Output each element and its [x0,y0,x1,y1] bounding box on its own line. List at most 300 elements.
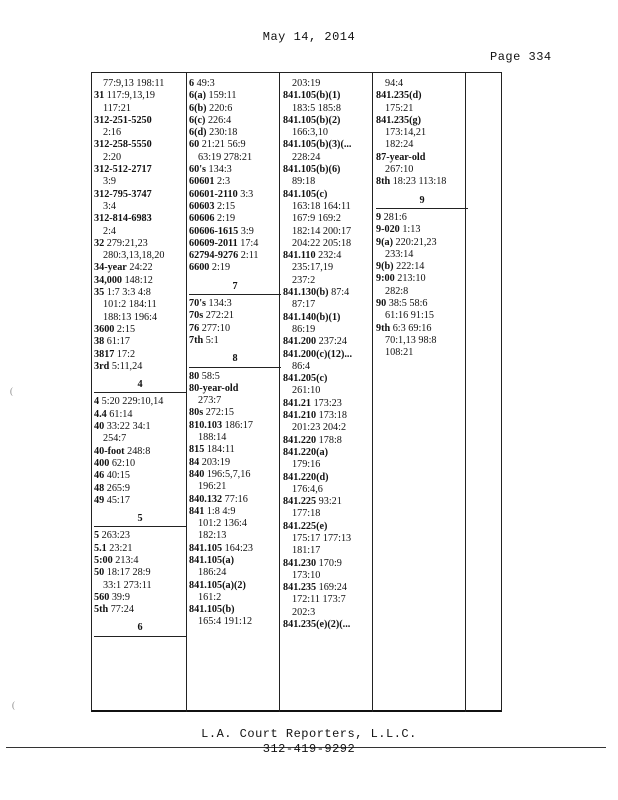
page-line-refs-continued: 161:2 [198,591,222,603]
page-line-refs: 184:11 [206,444,235,456]
index-entry [189,457,281,469]
index-entry [283,312,375,324]
index-entry [94,189,186,201]
index-entry [283,496,375,508]
page-line-refs: 232:4 [318,250,342,262]
index-entry [189,262,281,274]
index-term: 810.103 [189,419,223,431]
index-term: 38 [94,336,105,348]
index-entry [189,298,281,310]
index-entry [189,189,281,201]
index-entry [283,349,375,361]
index-entry [283,521,375,533]
index-entry [283,619,375,631]
index-entry [283,336,375,348]
index-entry [94,213,186,225]
page-line-refs-continued: 163:18 164:11 [292,200,351,212]
page-line-refs: 40:15 [106,470,130,482]
page-line-refs: 2:15 [217,200,236,212]
index-term: 841.235(d) [376,90,422,102]
index-entry [94,567,186,579]
index-term: 80s [189,407,204,419]
index-entry [189,371,281,383]
index-term: 815 [189,444,205,456]
index-term: 60606-1615 [189,225,239,237]
index-term: 60601 [189,176,215,188]
page-line-refs: 173:18 [318,410,347,422]
index-entry [189,78,281,90]
section-heading: 9 [376,195,468,209]
index-term: 841.200(c)(12)... [283,348,353,360]
index-column-3 [283,78,375,631]
page-line-refs-continued: 61:16 91:15 [385,310,434,322]
index-term: 40-foot [94,445,125,457]
page-line-refs-continued: 89:18 [292,176,316,188]
page-line-refs: 2:15 [116,323,136,335]
page-line-refs-continued: 94:4 [385,78,404,89]
page-line-refs: 3:3 [240,188,254,200]
page-line-refs: 159:11 [208,90,237,102]
index-term: 84 [189,456,200,468]
index-term: 312-814-6983 [94,213,152,225]
index-term: 9 [376,211,382,223]
page-line-refs-continued: 203:19 [292,78,321,89]
page-line-refs: 173:23 [313,397,342,409]
index-term: 6(c) [189,114,206,126]
index-term: 62794-9276 [189,250,239,262]
index-entry [376,115,468,127]
page-line-refs: 17:2 [116,348,136,360]
index-term: 76 [189,322,200,334]
page-line-refs: 148:12 [124,274,153,286]
index-column-1 [94,78,186,640]
page-line-refs: 196:5,7,16 [206,468,251,480]
index-term: 7th [189,334,204,346]
page-line-refs: 23:21 [109,542,133,554]
index-entry [94,421,186,433]
index-entry [376,224,468,236]
page-line-refs-continued: 235:17,19 [292,262,334,274]
page-line-refs: 272:15 [205,407,235,419]
section-heading: 5 [94,513,186,527]
index-term: 31 [94,90,105,102]
index-term: 60606 [189,213,215,225]
page-line-refs: 277:10 [201,322,231,334]
index-term: 840.132 [189,493,223,505]
index-term: 841.235(e)(2)(... [283,619,351,631]
index-term: 841.140(b)(1) [283,311,341,323]
page-line-refs: 117:9,13,19 [106,90,156,102]
page-line-refs-continued: 196:21 [198,481,227,493]
index-entry [189,310,281,322]
page-line-refs-continued: 86:4 [292,360,311,372]
index-term: 50 [94,567,105,579]
page-line-refs: 169:24 [318,582,347,594]
index-entry [376,261,468,273]
page-line-refs: 58:5 [201,370,220,382]
index-term: 9(b) [376,261,394,273]
page-line-refs: 61:17 [106,336,130,348]
page-line-refs-continued: 202:3 [292,606,316,618]
index-entry [94,90,186,102]
index-entry [189,213,281,225]
index-entry [189,201,281,213]
index-entry [94,543,186,555]
index-entry [376,176,468,188]
index-term: 841.205(c) [283,373,328,385]
index-term: 60 [189,139,200,151]
index-term: 841.225(e) [283,520,328,532]
index-term: 840 [189,468,205,480]
index-term: 60's [189,164,206,176]
index-term: 841.105(a)(2) [189,579,246,591]
page-line-refs: 61:14 [109,408,133,420]
index-entry [189,176,281,188]
index-term: 4 [94,396,100,408]
index-entry [94,238,186,250]
page-line-refs-continued: 176:4,6 [292,483,323,495]
page-line-refs-continued: 188:13 196:4 [103,311,158,323]
page-line-refs-continued: 63:19 278:21 [198,151,253,163]
index-term: 9th [376,322,391,334]
index-term: 48 [94,482,105,494]
page-line-refs-continued: 3:9 [103,176,117,188]
footer-phone: 312-419-9292 [262,742,356,756]
page-line-refs: 134:3 [208,164,232,176]
page-line-refs-continued: 182:13 [198,530,227,542]
index-entry [283,373,375,385]
index-entry [283,447,375,459]
page-number: Page 334 [490,50,552,64]
index-entry [189,103,281,115]
index-entry [94,604,186,616]
page-line-refs-continued: 117:21 [103,102,131,114]
index-column-2 [189,78,281,629]
index-term: 35 [94,287,105,299]
index-term: 841.235 [283,582,317,594]
index-entry [94,555,186,567]
index-entry [189,469,281,481]
page-line-refs: 279:21,23 [106,237,148,249]
index-entry [94,262,186,274]
page-line-refs: 226:4 [207,114,232,126]
page-line-refs-continued: 204:22 205:18 [292,237,352,249]
page-line-refs: 49:3 [196,78,215,89]
page-line-refs: 39:9 [111,591,130,603]
index-entry [189,580,281,592]
index-entry [189,127,281,139]
index-entry [94,287,186,299]
index-entry [94,592,186,604]
index-term: 841.230 [283,557,317,569]
page-line-refs: 5:11,24 [111,360,143,372]
index-entry [189,164,281,176]
section-heading: 8 [189,353,281,367]
page-line-refs: 5:20 229:10,14 [101,396,164,408]
page-line-refs: 170:9 [318,557,342,569]
page-line-refs-continued: 173:14,21 [385,127,427,139]
page-line-refs: 134:3 [208,298,232,310]
page-line-refs-continued: 165:4 191:12 [198,616,253,628]
page-line-refs-continued: 261:10 [292,385,321,397]
index-term: 5 [94,530,100,542]
page-line-refs: 62:10 [111,457,136,469]
index-term: 9(a) [376,236,393,248]
page-line-refs: 33:22 34:1 [106,421,151,433]
page-line-refs-continued: 280:3,13,18,20 [103,250,165,262]
index-term: 70s [189,310,204,322]
index-term: 841.105(c) [283,188,328,200]
index-term: 40 [94,421,105,433]
index-entry [189,323,281,335]
page-line-refs-continued: 2:4 [103,225,117,237]
page-line-refs-continued: 101:2 184:11 [103,299,157,311]
page-line-refs-continued: 108:21 [385,347,414,359]
index-term: 841.235(g) [376,114,421,126]
page-line-refs-continued: 254:7 [103,433,127,445]
index-term: 60603 [189,200,215,212]
page-line-refs-continued: 167:9 169:2 [292,213,341,225]
page-line-refs-continued: 2:20 [103,151,122,163]
index-term: 34,000 [94,274,123,286]
index-term: 841.105(b)(2) [283,114,341,126]
index-entry [189,444,281,456]
index-entry [189,250,281,262]
page-line-refs: 178:8 [318,434,342,446]
index-term: 46 [94,470,105,482]
index-entry [189,420,281,432]
page-line-refs: 220:21,23 [395,236,437,248]
page-line-refs-continued: 186:24 [198,567,227,579]
column-divider [186,72,187,712]
page-line-refs-continued: 182:14 200:17 [292,225,352,237]
index-term: 4.4 [94,408,107,420]
page-line-refs: 6:3 69:16 [392,322,432,334]
page-line-refs: 237:24 [318,336,347,348]
page-line-refs: 248:8 [127,445,151,457]
header-date: May 14, 2014 [262,30,356,44]
index-entry [189,238,281,250]
page-line-refs: 77:24 [110,604,134,616]
index-entry [94,470,186,482]
index-entry [189,494,281,506]
index-entry [189,90,281,102]
index-entry [94,483,186,495]
index-term: 80 [189,370,200,382]
index-term: 9:00 [376,273,395,285]
page-line-refs-continued: 177:18 [292,508,321,520]
index-term: 80-year-old [189,382,239,394]
page-line-refs: 1:13 [402,224,421,236]
page-line-refs-continued: 282:8 [385,285,409,297]
page-line-refs-continued: 173:10 [292,569,321,581]
page-line-refs: 1:8 4:9 [206,505,236,517]
index-entry [189,604,281,616]
index-term: 6(a) [189,90,206,102]
index-entry [283,139,375,151]
page-line-refs-continued: 181:17 [292,545,321,557]
index-entry [94,115,186,127]
index-entry [189,506,281,518]
index-term: 841.220 [283,434,317,446]
page-line-refs: 222:14 [396,261,425,273]
index-entry [376,90,468,102]
index-entry [94,409,186,421]
index-entry [94,336,186,348]
page-line-refs-continued: 228:24 [292,151,321,163]
index-entry [283,410,375,422]
index-term: 5th [94,604,109,616]
index-entry [283,115,375,127]
index-entry [376,152,468,164]
index-entry [283,398,375,410]
index-term: 841.21 [283,397,312,409]
index-entry [283,435,375,447]
margin-mark: ( [12,700,15,710]
index-column-4 [376,78,468,360]
page-line-refs: 17:4 [240,237,259,249]
page-line-refs: 203:19 [201,456,231,468]
page-line-refs: 2:19 [217,213,236,225]
page-line-refs-continued: 86:19 [292,323,316,335]
index-term: 312-258-5550 [94,139,152,151]
page-line-refs: 230:18 [209,127,238,139]
index-entry [376,323,468,335]
index-entry [189,383,281,395]
page-line-refs: 164:23 [224,542,253,554]
page-line-refs-continued: 179:16 [292,459,321,471]
page-line-refs-continued: 87:17 [292,299,316,311]
page-line-refs: 38:5 58:6 [388,298,428,310]
page-line-refs: 213:4 [115,554,139,566]
index-entry [189,543,281,555]
index-entry [189,226,281,238]
index-entry [94,396,186,408]
index-term: 3817 [94,348,115,360]
index-term: 841.105(b)(1) [283,90,341,102]
index-entry [94,495,186,507]
page-line-refs: 18:23 113:18 [392,176,447,188]
page-line-refs-continued: 166:3,10 [292,127,328,139]
index-entry [283,287,375,299]
index-term: 6 [189,78,195,89]
index-term: 841.225 [283,496,317,508]
page-line-refs-continued: 201:23 204:2 [292,422,347,434]
index-entry [283,189,375,201]
page-line-refs: 272:21 [205,310,235,322]
index-term: 60609-2011 [189,237,238,249]
index-term: 841.200 [283,336,317,348]
index-entry [94,275,186,287]
index-term: 9-020 [376,224,400,236]
index-term: 90 [376,298,387,310]
index-entry [189,407,281,419]
index-term: 5.1 [94,542,107,554]
index-term: 49 [94,494,105,506]
page-line-refs-continued: 267:10 [385,164,414,176]
index-term: 6(d) [189,127,207,139]
page-line-refs-continued: 273:7 [198,395,222,407]
page-line-refs-continued: 175:17 177:13 [292,532,352,544]
section-heading: 6 [94,622,186,636]
index-term: 87-year-old [376,151,426,163]
index-term: 841.130(b) [283,287,329,299]
page-line-refs-continued: 2:16 [103,127,122,139]
index-entry [94,324,186,336]
index-entry [283,90,375,102]
page-line-refs: 21:21 56:9 [201,139,246,151]
index-term: 312-512-2717 [94,164,152,176]
index-term: 400 [94,457,110,469]
index-entry [94,530,186,542]
index-entry [94,139,186,151]
index-term: 5:00 [94,554,113,566]
index-term: 841.110 [283,250,316,262]
page-line-refs: 45:17 [106,494,130,506]
margin-mark: ( [10,386,13,396]
page-line-refs: 2:11 [240,250,259,262]
page-line-refs-continued: 188:14 [198,432,227,444]
index-entry [94,349,186,361]
page-line-refs-continued: 182:24 [385,139,414,151]
page-line-refs: 24:22 [129,262,153,274]
index-term: 841.220(a) [283,446,328,458]
index-term: 3600 [94,323,115,335]
footer-company: L.A. Court Reporters, L.L.C. [201,727,417,741]
index-entry [189,555,281,567]
page-line-refs: 265:9 [106,482,130,494]
index-term: 560 [94,591,110,603]
index-term: 841 [189,505,205,517]
page-line-refs: 2:3 [217,176,231,188]
index-term: 841.220(d) [283,471,329,483]
index-entry [94,458,186,470]
page-line-refs-continued: 237:2 [292,274,316,286]
index-entry [376,273,468,285]
index-term: 6600 [189,262,210,274]
index-term: 8th [376,176,391,188]
page-line-refs: 87:4 [331,287,350,299]
index-entry [283,582,375,594]
index-term: 841.105 [189,542,223,554]
index-term: 312-251-5250 [94,114,152,126]
page-line-refs-continued: 233:14 [385,248,414,260]
index-entry [189,115,281,127]
index-entry [94,164,186,176]
index-term: 841.210 [283,410,317,422]
page-line-refs-continued: 3:4 [103,200,117,212]
page-line-refs: 186:17 [224,419,253,431]
index-entry [283,164,375,176]
index-entry [283,250,375,262]
index-term: 312-795-3747 [94,188,152,200]
index-entry [189,139,281,151]
index-entry [283,472,375,484]
index-entry [376,212,468,224]
index-term: 841.105(b)(3)(... [283,139,352,151]
page-line-refs: 263:23 [101,530,130,542]
page-line-refs: 93:21 [318,496,342,508]
page-line-refs-continued: 183:5 185:8 [292,102,341,114]
section-heading: 4 [94,379,186,393]
index-term: 3rd [94,360,110,372]
index-term: 70's [189,298,206,310]
index-entry [283,558,375,570]
index-term: 32 [94,237,105,249]
index-entry [376,298,468,310]
page-line-refs-continued: 175:21 [385,102,414,114]
page-line-refs: 3:9 [240,225,254,237]
